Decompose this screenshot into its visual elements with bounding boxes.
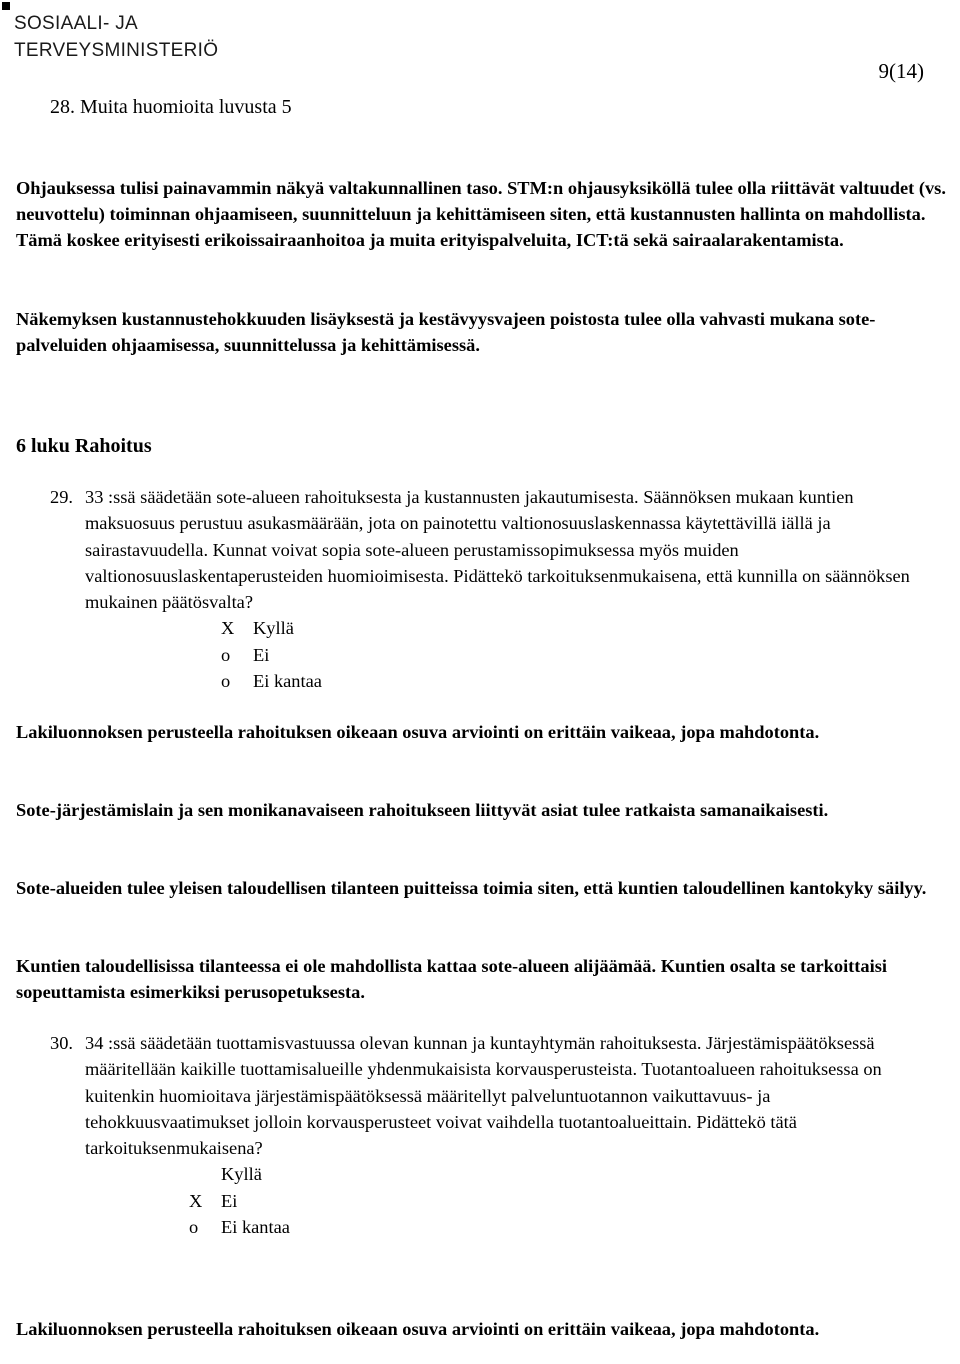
option-label: Ei kantaa (253, 671, 322, 692)
answer-29-simultaneous: Sote-järjestämislain ja sen monikanavaiseen rahoitukseen liittyvät asiat tulee ratkaista samanaikaisesti. (16, 800, 829, 820)
option-mark: o (221, 644, 231, 665)
option-label: Ei (253, 644, 270, 665)
logo-line-1: SOSIAALI- JA (14, 13, 138, 34)
option-mark: o (189, 1217, 199, 1238)
option-ei[interactable] (189, 1188, 905, 1214)
option-ei-kantaa[interactable] (189, 1214, 905, 1240)
option-mark (189, 1161, 221, 1187)
option-mark: X (189, 1190, 203, 1211)
question-30 (50, 1030, 905, 1240)
question-29-text: 33 :ssä säädetään sote-alueen rahoituksesta ja kustannusten jakautumisesta. Säännöksen mukaan kuntien maksuosuus perustuu asukasmäärään, jota on painotettu valtionosuuslaskennassa käytettävillä iällä ja sairastavuudella. Kunnat voivat sopia sote-alueen perustamissopimuksessa myös muiden valtionosuuslaskentaperusteiden huomioimisesta. Pidättekö tarkoituksenmukaisena, että kunnilla on säännöksen mukainen päätösvalta? (85, 487, 910, 613)
chapter-title: 6 luku Rahoitus (16, 435, 152, 457)
option-mark: X (221, 618, 235, 639)
ministry-logo (14, 10, 218, 64)
option-label: Kyllä (253, 618, 294, 639)
page-number: 9(14) (878, 59, 924, 83)
logo-line-2: TERVEYSMINISTERIÖ (14, 40, 219, 61)
option-kylla[interactable] (189, 1161, 905, 1187)
option-label: Ei (221, 1190, 238, 1211)
answer-29-capacity: Sote-alueiden tulee yleisen taloudellisen tilanteen puitteissa toimia siten, että kuntien taloudellinen kantokyky säilyy. (16, 878, 927, 898)
paragraph-cost-efficiency: Näkemyksen kustannustehokkuuden lisäyksestä ja kestävyysvajeen poistosta tulee olla vahvasti mukana sote-palveluiden ohjaamisessa, suunnittelussa ja kehittämisessä. (16, 309, 876, 356)
question-29-body (85, 484, 945, 694)
question-30-text: 34 :ssä säädetään tuottamisvastuussa olevan kunnan ja kuntayhtymän rahoituksesta. Järjestämispäätöksessä määritellään kaikille tuottamisalueille yhdenmukaisista korvausperusteista. Tuotantoalueen rahoituksessa on kuitenkin huomioitava järjestämispäätöksessä määritellyt palveluntuotannon vaikuttavuus- ja tehokkuusvaatimukset jolloin korvausperusteet voivat vaihdella tuotantoalueittain. Pidättekö tätä tarkoituksenmukaisena? (85, 1033, 882, 1159)
answer-30-assessment: Lakiluonnoksen perusteella rahoituksen oikeaan osuva arviointi on erittäin vaikeaa, jopa mahdotonta. (16, 1319, 820, 1339)
option-label: Kyllä (221, 1164, 262, 1185)
question-30-body (85, 1030, 905, 1240)
answer-29-deficit: Kuntien taloudellisissa tilanteessa ei ole mahdollista kattaa sote-alueen alijäämää. Kuntien osalta se tarkoittaisi sopeuttamista esimerkiksi perusopetuksesta. (16, 956, 888, 1003)
paragraph-steering: Ohjauksessa tulisi painavammin näkyä valtakunnallinen taso. STM:n ohjausyksiköllä tulee olla riittävät valtuudet (vs. neuvottelu) toiminnan ohjaamiseen, suunnitteluun ja kehittämiseen siten, että kustannusten hallinta on mahdollista. Tämä koskee erityisesti erikoissairaanhoitoa ja muita erityispalveluita, ICT:tä sekä sairaalarakentamista. (16, 178, 946, 251)
question-30-options (189, 1161, 905, 1240)
option-label: Ei kantaa (221, 1217, 290, 1238)
question-29 (50, 484, 945, 694)
option-kylla[interactable] (221, 615, 945, 641)
option-ei[interactable] (221, 642, 945, 668)
option-mark: o (221, 671, 231, 692)
answer-29-assessment: Lakiluonnoksen perusteella rahoituksen oikeaan osuva arviointi on erittäin vaikeaa, jopa mahdotonta. (16, 722, 820, 742)
question-29-number: 29. (50, 487, 73, 507)
question-30-number: 30. (50, 1033, 73, 1053)
section-heading: 28. Muita huomioita luvusta 5 (50, 96, 292, 118)
option-ei-kantaa[interactable] (221, 668, 945, 694)
question-29-options (221, 615, 945, 694)
logo-square-icon (2, 2, 10, 10)
